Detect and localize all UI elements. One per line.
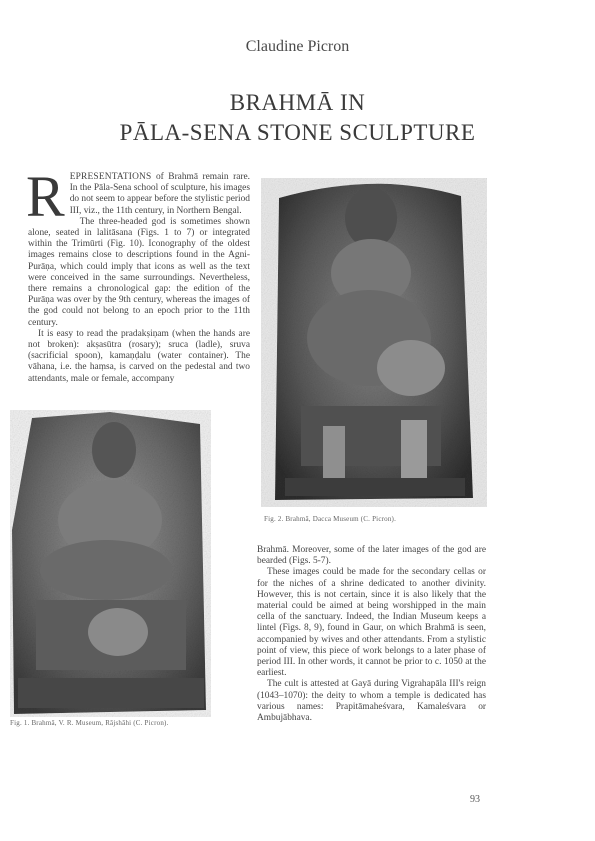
sculpture-photo-right [261,178,487,507]
title-line-1: BRAHMĀ IN [229,90,366,115]
paragraph-6: The cult is attested at Gayā during Vigrahapāla III's reign (1043–1070): the deity to whom a temple is dedicated has various names: Prapitāmaheśvara, Kamaleśvara or Ambujābhava. [257,679,486,724]
paragraph-4: Brahmā. Moreover, some of the later images of the god are bearded (Figs. 5-7). [257,545,486,567]
figure-caption-right: Fig. 2. Brahmā, Dacca Museum (C. Picron). [264,515,397,523]
sculpture-photo-left [10,410,211,717]
text-column-right [257,545,486,724]
lead-text: of Brahmā remain rare. In the Pāla-Sena school of sculpture, his images do not seem to appear before the stylistic period III, viz., the 11th century, in Northern Bengal. [69,172,250,216]
paragraph-5: These images could be made for the secondary cellas or for the niches of a shrine dedicated to another divinity. However, this is not certain, since it is also likely that the material could be aimed at being worshipped in the main cella of the sanctuary. Indeed, the Indian Museum keeps a lintel (Figs. 8, 9), found in Gaur, on which Brahmā is seen, accompanied by wives and other attendants. From a stylistic point of view, this piece of work belongs to a later phase of period III. In other words, it cannot be prior to c. 1050 at the earliest. [257,567,486,679]
paragraph-2: The three-headed god is sometimes shown alone, seated in lalitāsana (Figs. 1 to 7) or integrated within the Trimūrti (Fig. 10). Iconography of the oldest images remains close to descriptions found in the Agni-Purāṇa, which could imply that icons as well as the text were conceived in the same surroundings. Nevertheless, there remains a chronological gap: the edition of the Purāṇa was over by the 9th century, whereas the images of the god could not belong to an epoch prior to the 11th century. [28,216,250,328]
author-name: Claudine Picron [245,38,350,55]
text-column-left [26,164,250,385]
drop-cap: R [26,164,65,229]
lead-smallcaps: EPRESENTATIONS [69,172,152,182]
paragraph-3: It is easy to read the pradakṣiṇam (when the hands are not broken): akṣasūtra (rosary); sruca (ladle), sruva (sacrificial spoon), kamaṇḍalu (water container). The vāhana, i.e. the haṃsa, is carved on the pedestal and two attendants, male or female, accompany [28,328,250,384]
page-number: 93 [470,794,480,805]
article-title [0,88,595,148]
figure-caption-left: Fig. 1. Brahmā, V. R. Museum, Rājshāhi (C. Picron). [10,719,169,727]
title-line-2: PĀLA-SENA STONE SCULPTURE [119,120,476,145]
paragraph-1 [26,164,250,229]
